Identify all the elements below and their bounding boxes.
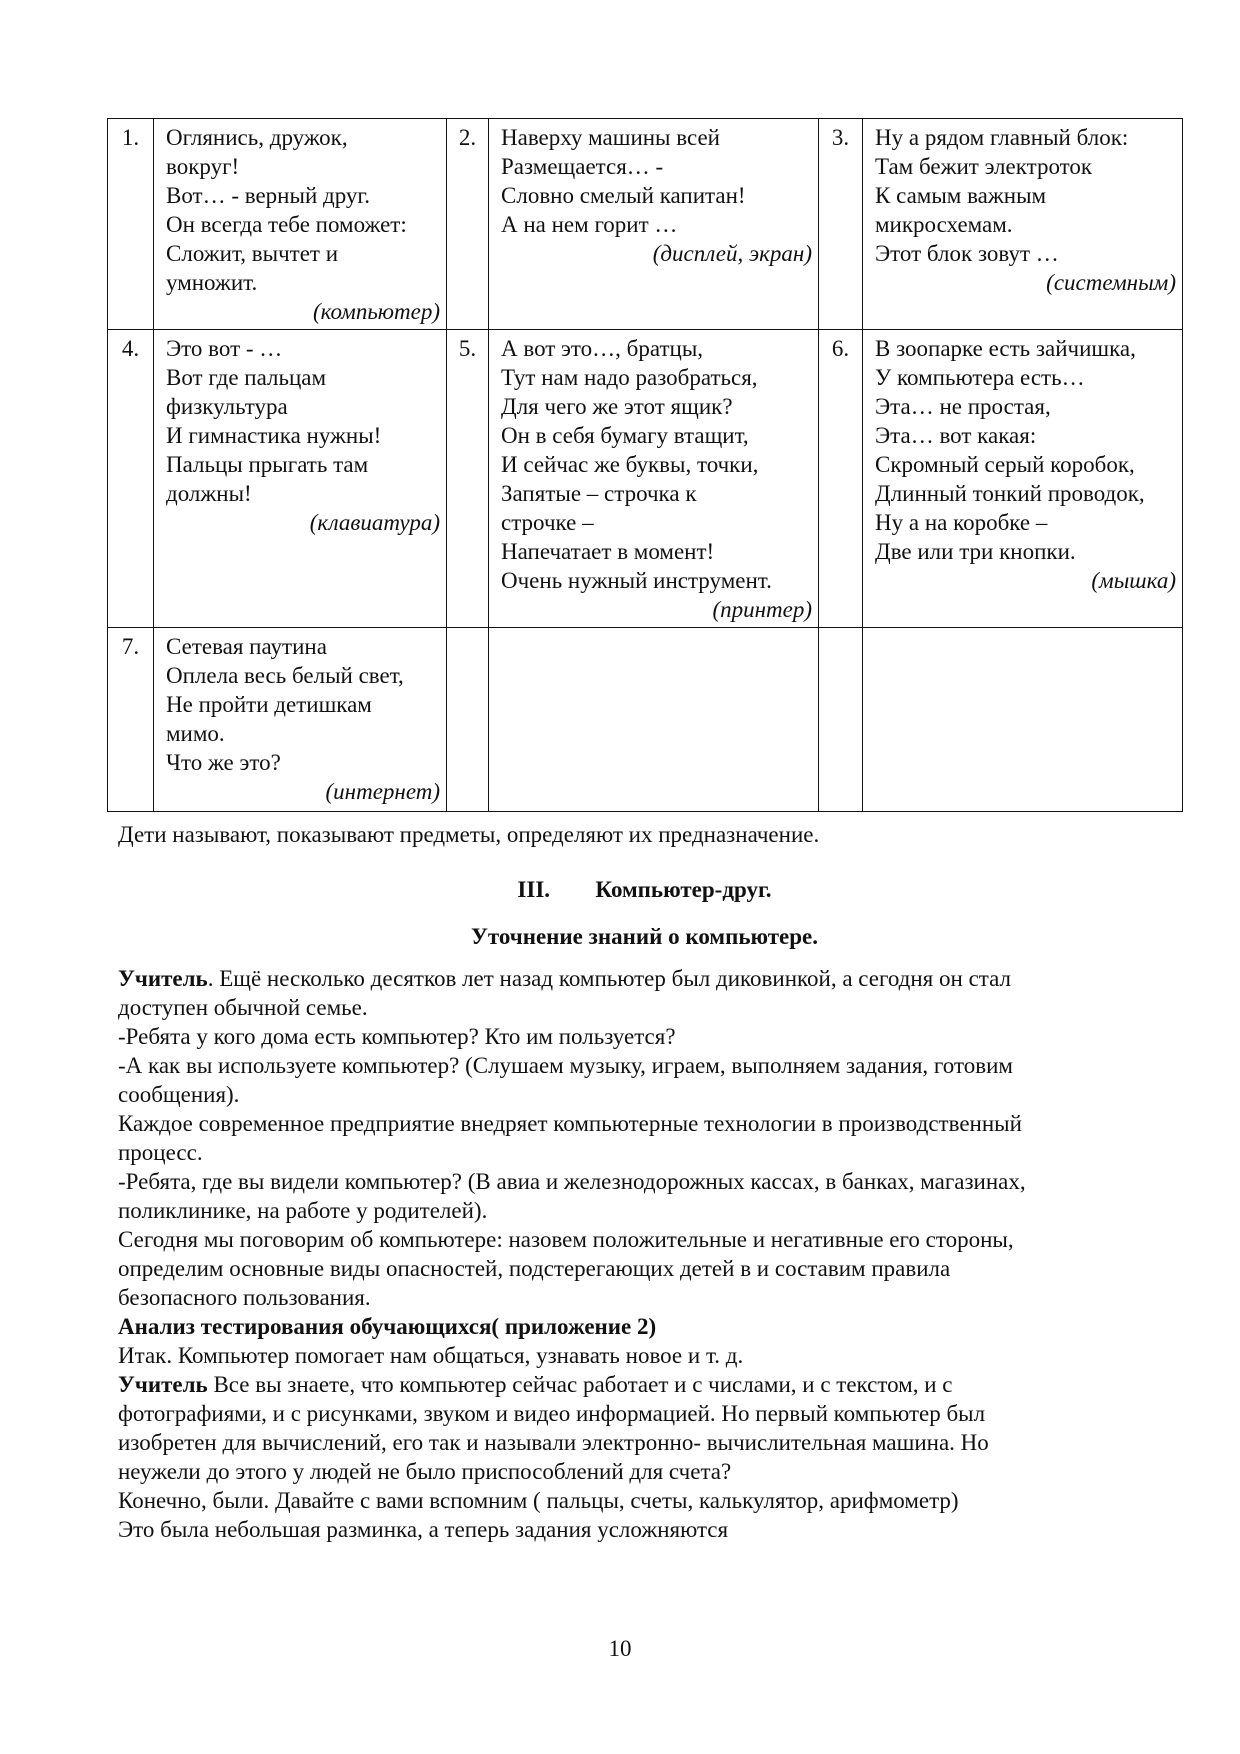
paragraph-enterprise: Каждое современное предприятие внедряет компьютерные технологии в производственный: [118, 1111, 1022, 1136]
riddle-cell: [154, 119, 447, 330]
section-number: III.: [517, 877, 551, 902]
riddle-line: должны!: [166, 481, 252, 506]
riddle-answer: (интернет): [325, 779, 440, 804]
riddle-line: Эта… не простая,: [875, 394, 1051, 419]
riddle-answer: (клавиатура): [309, 510, 440, 535]
question-3: -Ребята, где вы видели компьютер? (В авиа и железнодорожных кассах, в банках, магазинах,: [118, 1169, 1026, 1194]
riddles-table: [107, 118, 1183, 812]
riddle-line: Ну а на коробке –: [875, 510, 1048, 535]
riddle-line: У компьютера есть…: [875, 365, 1085, 390]
riddle-line: Напечатает в момент!: [501, 539, 715, 564]
body-text: Учитель. Ещё несколько десятков лет назад компьютер был диковинкой, а сегодня он стал доступен обычной семье. -Ребята у кого дома есть компьютер? Кто им пользуется? -А как вы используете компьютер? (Слушаем музыку, играем, выполняем задания, готовим сообщения). Каждое современное предприятие внедряет компьютерные технологии в производственный процесс. -Ребята, где вы видели компьютер? (В авиа и железнодорожных кассах, в банках, магазинах, поликлинике, на работе у родителей). Сегодня мы поговорим об компьютере: назовем положительные и негативные его стороны, определим основные виды опасностей, подстерегающих детей в и составим правила безопасного пользования. Анализ тестирования обучающихся( приложение 2) Итак. Компьютер помогает нам общаться, узнавать новое и т. д. Учитель Все вы знаете, что компьютер сейчас работает и с числами, и с текстом, и с фотографиями, и с рисунками, звуком и видео информацией. Но первый компьютер был изобретен для вычислений, его так и называли электронно- вычислительная машина. Но неужели до этого у людей не было приспособлений для счета? Конечно, были. Давайте с вами вспомним ( пальцы, счеты, калькулятор, арифмометр) Это была небольшая разминка, а теперь задания усложняются: [118, 964, 1183, 1544]
riddle-number: [447, 628, 489, 812]
riddle-number: 1.: [108, 119, 154, 330]
riddle-line: Сложит, вычтет и: [166, 241, 339, 266]
speaker-label: Учитель: [118, 966, 208, 991]
section-subtitle: Уточнение знаний о компьютере.: [470, 924, 819, 949]
riddle-answer: (принтер): [712, 597, 812, 622]
riddle-line: Длинный тонкий проводок,: [875, 481, 1145, 506]
paragraph-teacher-1: Учитель. Ещё несколько десятков лет назад компьютер был диковинкой, а сегодня он стал: [118, 966, 1012, 991]
riddle-number: 6.: [819, 330, 863, 628]
riddle-line: К самым важным: [875, 183, 1047, 208]
riddle-line: Эта… вот какая:: [875, 423, 1037, 448]
riddle-cell: [863, 330, 1183, 628]
riddle-line: Вот… - верный друг.: [166, 183, 370, 208]
riddle-line: строчке –: [501, 510, 594, 535]
paragraph-counting-tools: Конечно, были. Давайте с вами вспомним ( пальцы, счеты, калькулятор, арифмометр): [118, 1488, 959, 1513]
riddle-answer: (мышка): [1091, 568, 1176, 593]
riddle-answer: (дисплей, экран): [652, 241, 812, 266]
riddle-number: 2.: [447, 119, 489, 330]
section-title: Компьютер-друг.: [595, 877, 772, 902]
riddle-line: Это вот - …: [166, 336, 283, 361]
riddle-line: Не пройти детишкам: [166, 692, 372, 717]
paragraph-today: Сегодня мы поговорим об компьютере: назовем положительные и негативные его стороны,: [118, 1227, 1014, 1252]
riddle-line: И сейчас же буквы, точки,: [501, 452, 759, 477]
riddle-cell: [489, 628, 819, 812]
riddle-line: мимо.: [166, 721, 225, 746]
riddle-cell: [489, 119, 819, 330]
riddle-number: 4.: [108, 330, 154, 628]
riddle-line: Тут нам надо разобраться,: [501, 365, 758, 390]
riddle-line: Две или три кнопки.: [875, 539, 1076, 564]
question-2: -А как вы используете компьютер? (Слушаем музыку, играем, выполняем задания, готовим: [118, 1053, 1013, 1078]
riddle-line: И гимнастика нужны!: [166, 423, 382, 448]
riddle-line: Запятые – строчка к: [501, 481, 697, 506]
riddle-line: Для чего же этот ящик?: [501, 394, 733, 419]
riddle-line: Очень нужный инструмент.: [501, 568, 772, 593]
riddle-line: Там бежит электроток: [875, 154, 1093, 179]
riddle-cell: [154, 330, 447, 628]
riddle-line: В зоопарке есть зайчишка,: [875, 336, 1136, 361]
riddle-cell: [154, 628, 447, 812]
riddle-number: [819, 628, 863, 812]
table-row: [108, 628, 1183, 812]
riddle-cell: [863, 628, 1183, 812]
riddle-line: Оглянись, дружок,: [166, 125, 348, 150]
riddle-line: физкультура: [166, 394, 288, 419]
page-number: 10: [608, 1636, 632, 1661]
after-table-text: Дети называют, показывают предметы, определяют их предназначение.: [118, 822, 820, 847]
riddle-line: Он в себя бумагу втащит,: [501, 423, 749, 448]
analysis-heading: Анализ тестирования обучающихся( приложение 2): [118, 1314, 657, 1339]
riddle-cell: [489, 330, 819, 628]
riddle-line: Оплела весь белый свет,: [166, 663, 404, 688]
paragraph-teacher-2: Учитель Все вы знаете, что компьютер сейчас работает и с числами, и с текстом, и с: [118, 1372, 953, 1397]
riddle-line: Сетевая паутина: [166, 634, 327, 659]
riddle-line: Пальцы прыгать там: [166, 452, 369, 477]
riddle-line: Этот блок зовут …: [875, 241, 1059, 266]
riddle-line: микросхемам.: [875, 212, 1013, 237]
riddle-answer: (компьютер): [312, 299, 440, 324]
riddle-number: 3.: [819, 119, 863, 330]
table-row: [108, 330, 1183, 628]
paragraph-itak: Итак. Компьютер помогает нам общаться, узнавать новое и т. д.: [118, 1343, 744, 1368]
paragraph-warmup: Это была небольшая разминка, а теперь задания усложняются: [118, 1517, 729, 1542]
section-heading: [107, 877, 1182, 903]
speaker-label: Учитель: [118, 1372, 208, 1397]
riddle-line: Наверху машины всей: [501, 125, 720, 150]
riddle-cell: [863, 119, 1183, 330]
riddle-line: Он всегда тебе поможет:: [166, 212, 407, 237]
question-1: -Ребята у кого дома есть компьютер? Кто им пользуется?: [118, 1024, 676, 1049]
table-row: [108, 119, 1183, 330]
riddle-number: 7.: [108, 628, 154, 812]
riddle-number: 5.: [447, 330, 489, 628]
riddle-line: А на нем горит …: [501, 212, 678, 237]
riddle-line: умножит.: [166, 270, 258, 295]
riddle-answer: (системным): [1046, 270, 1176, 295]
riddle-line: Что же это?: [166, 750, 281, 775]
riddle-line: А вот это…, братцы,: [501, 336, 704, 361]
riddle-line: Словно смелый капитан!: [501, 183, 746, 208]
riddle-line: Вот где пальцам: [166, 365, 327, 390]
riddle-line: вокруг!: [166, 154, 240, 179]
riddle-line: Размещается… -: [501, 154, 664, 179]
riddle-line: Ну а рядом главный блок:: [875, 125, 1129, 150]
riddle-line: Скромный серый коробок,: [875, 452, 1135, 477]
